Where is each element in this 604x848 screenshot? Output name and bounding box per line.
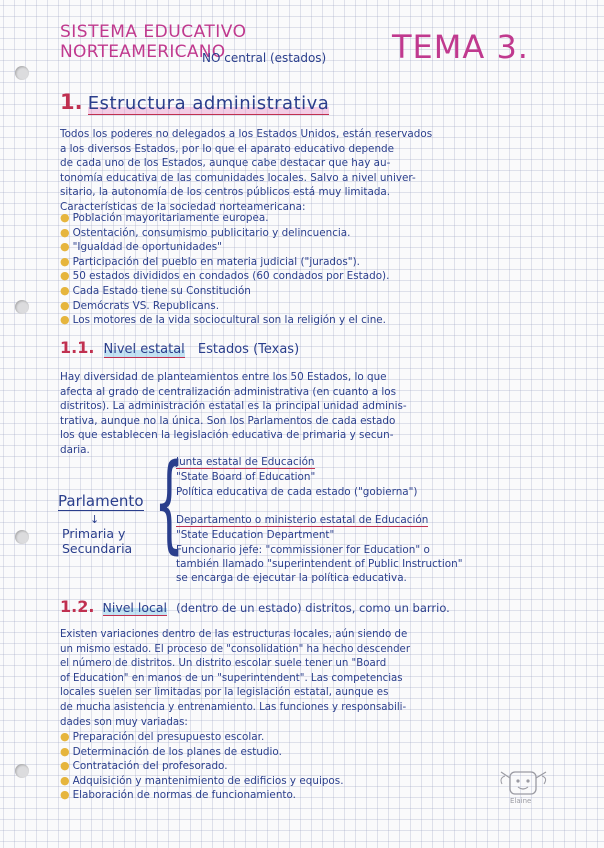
diagram-left-sub-line1: Primaria y <box>62 526 126 541</box>
bullet-dot-icon: ● <box>60 225 70 239</box>
section1-title: Estructura administrativa <box>87 93 330 114</box>
text-line: tonomía educativa de las comunidades locales. Salvo a nivel univer- <box>60 171 416 184</box>
list-item: ● Los motores de la vida sociocultural son la religión y el cine. <box>60 313 386 327</box>
text-line: Hay diversidad de planteamientos entre los 50 Estados, lo que <box>60 371 387 383</box>
list-item: ● Cada Estado tiene su Constitución <box>60 283 251 297</box>
text-line: de mucha asistencia y entrenamiento. Las funciones y responsabili- <box>60 701 407 713</box>
list-item: ● Población mayoritariamente europea. <box>60 211 269 224</box>
title-line1: SISTEMA EDUCATIVO <box>60 22 247 42</box>
binder-hole <box>15 66 29 80</box>
section11-paragraph <box>60 370 560 458</box>
bullet-dot-icon: ● <box>60 283 70 297</box>
diagram-upper-title: Junta estatal de Educación <box>176 456 315 468</box>
diagram-left-sub-line2: Secundaria <box>62 541 133 556</box>
text-line: locales suelen ser limitadas por la legislación estatal, aunque es <box>60 687 389 699</box>
text-line: daria. <box>60 443 90 456</box>
stamp-caption: Elaine <box>510 797 532 805</box>
diagram-lower-line: también llamado "superintendent of Public Instruction" <box>176 558 463 570</box>
section12-bullets <box>60 730 560 803</box>
tema-label: TEMA 3. <box>392 28 529 66</box>
diagram-upper-line: Política educativa de cada estado ("gobierna") <box>176 486 418 498</box>
section1-number: 1. <box>60 90 83 114</box>
text-line: afecta al grado de centralización administrativa (en cuanto a los <box>60 385 397 398</box>
bullet-dot-icon: ● <box>60 298 70 312</box>
section11-title: Nivel estatal <box>103 342 185 357</box>
bullet-dot-icon: ● <box>60 313 70 327</box>
text-line: of Education" en manos de un "superintendent". Las competencias <box>60 672 403 684</box>
diagram-lower-line: se encarga de ejecutar la política educativa. <box>176 572 407 584</box>
text-line: Características de la sociedad norteamericana: <box>60 200 306 213</box>
list-item: ● Adquisición y mantenimiento de edificios y equipos. <box>60 773 344 787</box>
section12-heading <box>60 597 450 616</box>
text-line: dades son muy variadas: <box>60 716 188 728</box>
list-item: ● Ostentación, consumismo publicitario y delincuencia. <box>60 225 351 239</box>
doodle-stamp-icon <box>496 764 552 810</box>
section1-heading <box>60 90 329 114</box>
section11-number: 1.1. <box>60 338 95 357</box>
text-line: a los diversos Estados, por lo que el aparato educativo depende <box>60 142 395 155</box>
list-item: ● Demócrats VS. Republicans. <box>60 298 220 312</box>
section12-title: Nivel local <box>102 600 167 615</box>
list-item: ● Preparación del presupuesto escolar. <box>60 730 265 743</box>
title-note: NO central (estados) <box>202 51 327 65</box>
bullet-dot-icon: ● <box>60 269 70 283</box>
bullet-dot-icon: ● <box>60 254 70 268</box>
text-line: el número de distritos. Un distrito escolar suele tener un "Board <box>60 658 387 670</box>
text-line: los que establecen la legislación educativa de primaria y secun- <box>60 429 394 442</box>
list-item: ● Contratación del profesorado. <box>60 759 228 773</box>
section12-paragraph <box>60 628 560 730</box>
bullet-dot-icon: ● <box>60 744 70 758</box>
diagram-lower-line: Funcionario jefe: "commissioner for Education" o <box>176 544 430 556</box>
bullet-dot-icon: ● <box>60 788 70 802</box>
diagram-lower-title: Departamento o ministerio estatal de Educación <box>176 514 429 526</box>
bullet-dot-icon: ● <box>60 730 70 743</box>
bullet-dot-icon: ● <box>60 211 70 224</box>
text-line: de cada uno de los Estados, aunque cabe destacar que hay au- <box>60 157 391 170</box>
text-line: Existen variaciones dentro de las estructuras locales, aún siendo de <box>60 629 408 640</box>
bullet-dot-icon: ● <box>60 240 70 254</box>
diagram-lower-line: "State Education Department" <box>176 529 335 541</box>
diagram-upper-line: "State Board of Education" <box>176 471 316 483</box>
list-item: ● Participación del pueblo en materia judicial ("jurados"). <box>60 254 360 268</box>
binder-hole <box>15 764 29 778</box>
binder-hole <box>15 530 29 544</box>
list-item: ● Elaboración de normas de funcionamiento. <box>60 788 296 802</box>
section11-note: Estados (Texas) <box>197 342 300 357</box>
list-item: ● 50 estados divididos en condados (60 condados por Estado). <box>60 269 390 283</box>
brace-icon: { <box>154 441 185 564</box>
section1-bullets <box>60 211 560 328</box>
section11-heading <box>60 338 299 357</box>
diagram-root: Parlamento <box>58 492 144 510</box>
text-line: Todos los poderes no delegados a los Estados Unidos, están reservados <box>60 128 433 140</box>
list-item: ● Determinación de los planes de estudio. <box>60 744 282 758</box>
text-line: sitario, la autonomía de los centros públicos está muy limitada. <box>60 186 391 199</box>
list-item: ● "Igualdad de oportunidades" <box>60 240 222 254</box>
text-line: trativa, aunque no la única. Son los Parlamentos de cada estado <box>60 414 396 427</box>
bullet-dot-icon: ● <box>60 759 70 773</box>
title-line2: NORTEAMERICANO <box>60 42 226 62</box>
text-line: distritos). La administración estatal es la principal unidad adminis- <box>60 400 407 413</box>
text-line: un mismo estado. El proceso de "consolidation" ha hecho descender <box>60 643 411 655</box>
binder-hole <box>15 300 29 314</box>
bullet-dot-icon: ● <box>60 773 70 787</box>
arrow-down-icon: ↓ <box>90 513 100 526</box>
section1-paragraph <box>60 127 560 215</box>
section12-note: (dentro de un estado) distritos, como un barrio. <box>176 601 450 615</box>
section12-number: 1.2. <box>60 597 95 616</box>
